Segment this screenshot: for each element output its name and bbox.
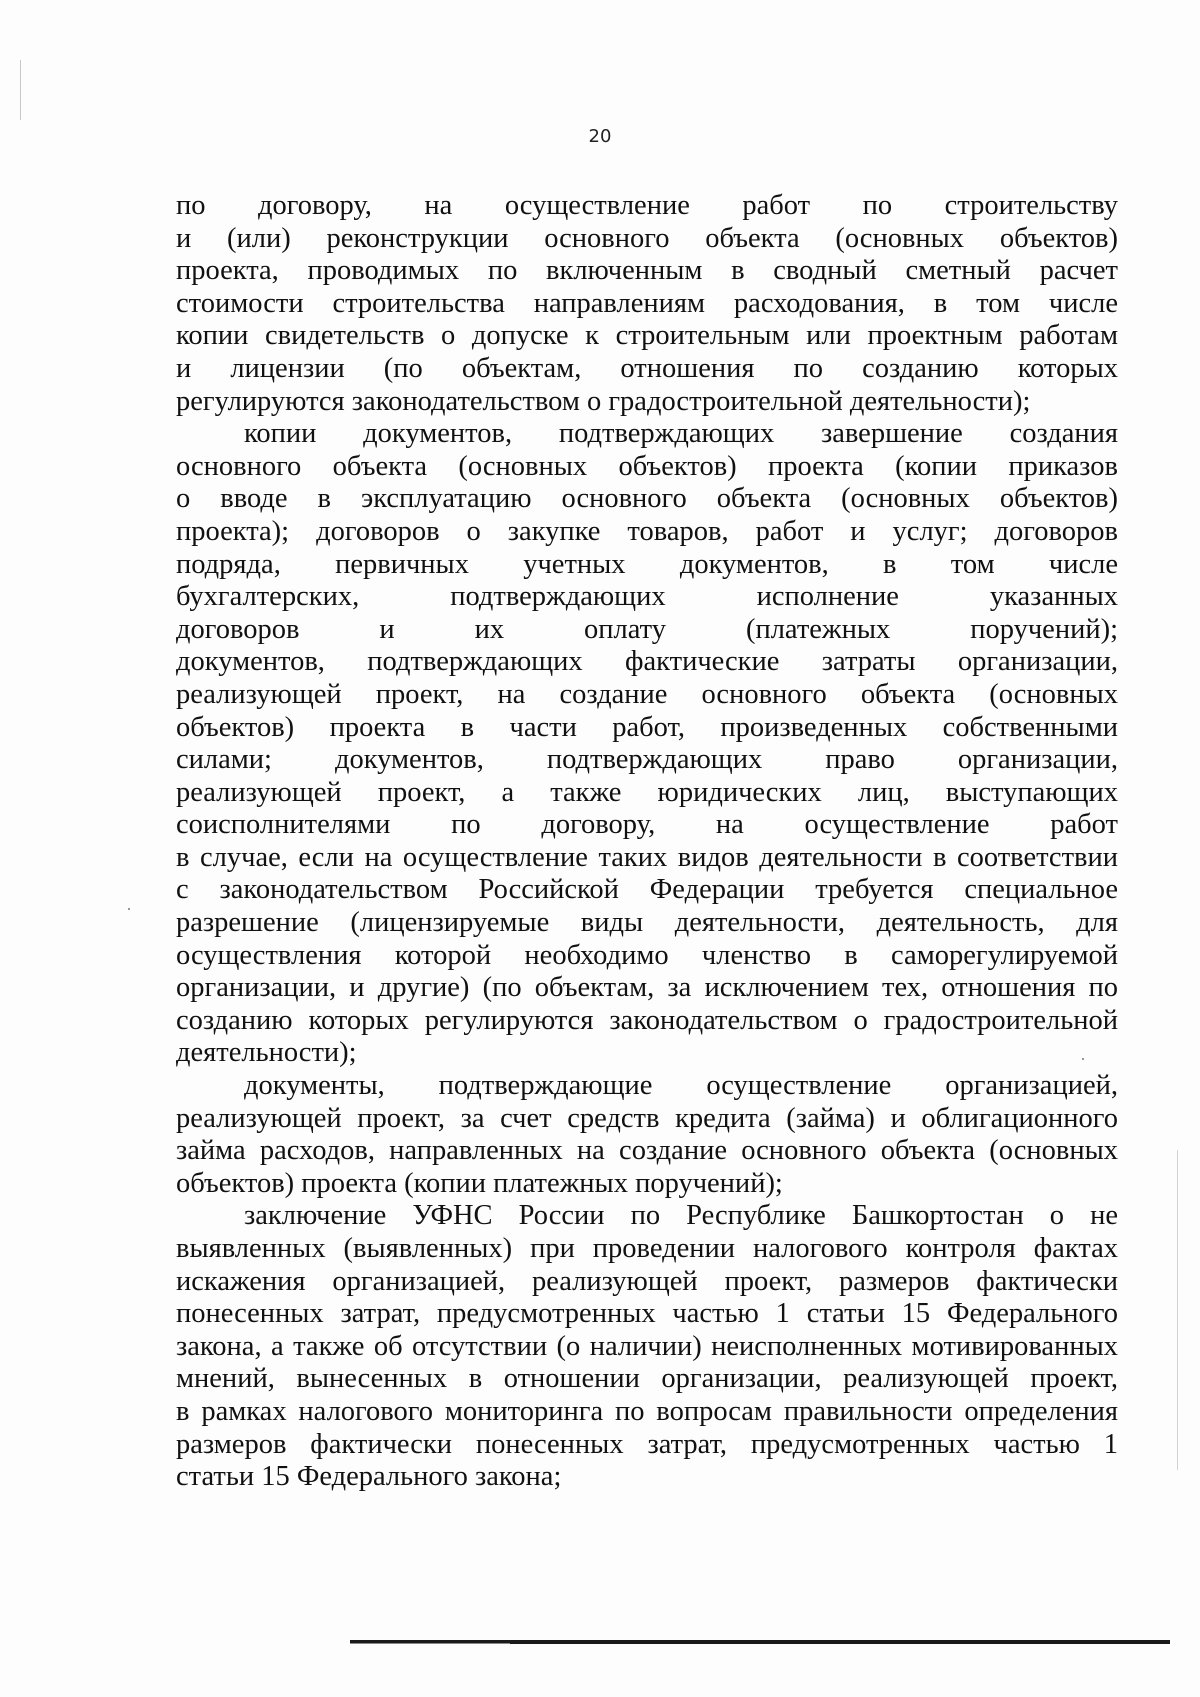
text-line: о вводе в эксплуатацию основного объекта (основных объектов) xyxy=(176,483,1118,515)
text-line: и (или) реконструкции основного объекта (основных объектов) xyxy=(176,222,1118,254)
text-line: понесенных затрат, предусмотренных частью 1 статьи 15 Федерального xyxy=(176,1298,1118,1330)
scan-artifact-right xyxy=(1177,1150,1178,1470)
text-line: силами; документов, подтверждающих право организации, xyxy=(176,744,1118,776)
text-line: стоимости строительства направлениям расходования, в том числе xyxy=(176,287,1118,319)
scan-artifact-left xyxy=(20,60,21,120)
paragraph xyxy=(176,418,1118,1070)
bottom-rule-thin xyxy=(350,1643,510,1644)
text-line: разрешение (лицензируемые виды деятельности, деятельность, для xyxy=(176,907,1118,939)
text-line: по договору, на осуществление работ по строительству xyxy=(176,190,1118,221)
text-line: в рамках налогового мониторинга по вопросам правильности определения xyxy=(176,1395,1118,1427)
text-line: реализующей проект, за счет средств кредита (займа) и облигационного xyxy=(176,1102,1118,1134)
page-number: 20 xyxy=(588,126,612,147)
text-line: осуществления которой необходимо членство в саморегулируемой xyxy=(176,939,1118,971)
text-line: проекта); договоров о закупке товаров, работ и услуг; договоров xyxy=(176,515,1118,547)
scan-speck xyxy=(1082,1058,1084,1060)
text-line: копии свидетельств о допуске к строительным или проектным работам xyxy=(176,320,1118,352)
text-line: статьи 15 Федерального закона; xyxy=(176,1461,562,1493)
text-line: закона, а также об отсутствии (о наличии) неисполненных мотивированных xyxy=(176,1330,1118,1362)
text-line: объектов) проекта в части работ, произведенных собственными xyxy=(176,711,1118,743)
text-line: реализующей проект, на создание основного объекта (основных xyxy=(176,678,1118,710)
text-line: деятельности); xyxy=(176,1037,357,1069)
text-line: в случае, если на осуществление таких видов деятельности в соответствии xyxy=(176,841,1118,873)
paragraph xyxy=(176,190,1118,418)
text-line: размеров фактически понесенных затрат, предусмотренных частью 1 xyxy=(176,1428,1118,1460)
paragraph xyxy=(176,1070,1118,1200)
document-body xyxy=(176,190,1118,1494)
scan-speck xyxy=(128,908,130,910)
text-line: искажения организацией, реализующей проект, размеров фактически xyxy=(176,1265,1118,1297)
text-line: договоров и их оплату (платежных поручений); xyxy=(176,613,1118,645)
text-line: документов, подтверждающих фактические затраты организации, xyxy=(176,646,1118,678)
text-line: реализующей проект, а также юридических лиц, выступающих xyxy=(176,776,1118,808)
text-line: документы, подтверждающие осуществление организацией, xyxy=(244,1070,1118,1102)
text-line: мнений, вынесенных в отношении организации, реализующей проект, xyxy=(176,1363,1118,1395)
text-line: регулируются законодательством о градостроительной деятельности); xyxy=(176,385,1031,417)
text-line: копии документов, подтверждающих завершение создания xyxy=(244,418,1118,450)
text-line: проекта, проводимых по включенным в сводный сметный расчет xyxy=(176,255,1118,287)
text-line: основного объекта (основных объектов) проекта (копии приказов xyxy=(176,450,1118,482)
text-line: с законодательством Российской Федерации требуется специальное xyxy=(176,874,1118,906)
text-line: и лицензии (по объектам, отношения по созданию которых xyxy=(176,352,1118,384)
text-line: бухгалтерских, подтверждающих исполнение указанных xyxy=(176,581,1118,613)
text-line: соисполнителями по договору, на осуществление работ xyxy=(176,809,1118,841)
text-line: подряда, первичных учетных документов, в том числе xyxy=(176,548,1118,580)
text-line: заключение УФНС России по Республике Башкортостан о не xyxy=(244,1200,1118,1232)
text-line: организации, и другие) (по объектам, за исключением тех, отношения по xyxy=(176,972,1118,1004)
text-line: займа расходов, направленных на создание основного объекта (основных xyxy=(176,1135,1118,1167)
text-line: созданию которых регулируются законодательством о градостроительной xyxy=(176,1004,1118,1036)
paragraph xyxy=(176,1200,1118,1493)
text-line: выявленных (выявленных) при проведении налогового контроля фактах xyxy=(176,1233,1118,1264)
text-line: объектов) проекта (копии платежных поручений); xyxy=(176,1167,783,1199)
